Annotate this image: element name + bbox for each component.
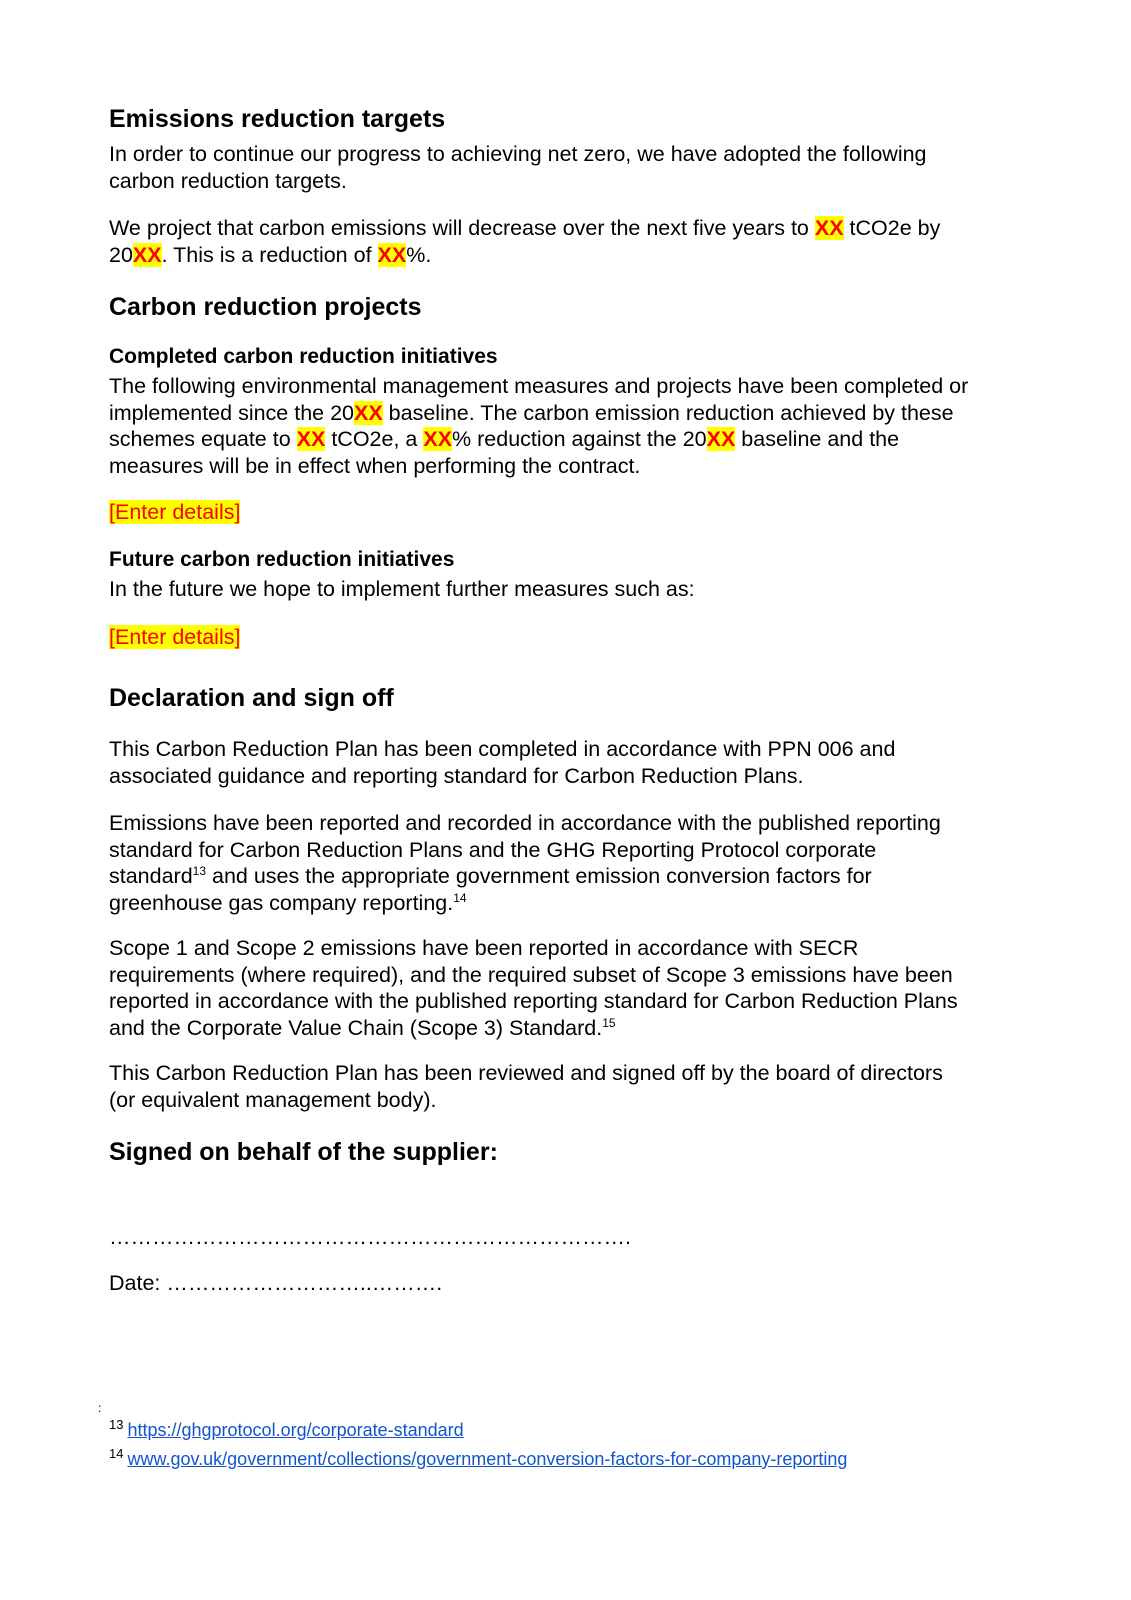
declaration-p2: Emissions have been reported and recorded in accordance with the published reporting standard for Carbon Reduction Plans and the GHG Reporting Protocol corporate standard$^{13}$ and uses the appropriate government emission conversion factors for greenhouse gas company reporting.$^{14}$ — [109, 811, 941, 915]
placeholder-highlight[interactable]: XX — [706, 427, 736, 451]
placeholder-highlight[interactable]: XX — [377, 242, 407, 267]
heading-declaration: Declaration and sign off — [109, 684, 394, 712]
footnote-link[interactable]: www.gov.uk/government/collections/government-conversion-factors-for-company-reporting — [127, 1449, 848, 1469]
placeholder-highlight[interactable]: XX — [296, 427, 326, 451]
heading-emissions-targets: Emissions reduction targets — [109, 105, 446, 133]
placeholder-highlight[interactable]: XX — [132, 242, 162, 267]
enter-details-placeholder[interactable]: [Enter details] — [109, 500, 241, 524]
targets-projection: We project that carbon emissions will decrease over the next five years to XX tCO2e by 20XX. This is a reduction of XX%. — [109, 216, 941, 267]
footnote-13 — [109, 1419, 464, 1441]
heading-carbon-projects: Carbon reduction projects — [109, 293, 422, 321]
signature-line[interactable]: ………………………………………………………………. — [109, 1225, 631, 1249]
future-initiatives-text: In the future we hope to implement further measures such as: — [109, 577, 695, 601]
footnote-ref[interactable]: 15 — [602, 1015, 616, 1030]
date-line[interactable]: Date: ………………………..………. — [109, 1271, 443, 1295]
declaration-p3: Scope 1 and Scope 2 emissions have been reported in accordance with SECR requirements (where required), and the required subset of Scope 3 emissions have been reported in accordance with the published reporting standard for Carbon Reduction Plans and the Corporate Value Chain (Scope 3) Standard.$^{15}$ — [109, 936, 958, 1040]
footnote-14 — [109, 1448, 847, 1470]
footnote-number: 13 — [109, 1417, 124, 1432]
stray-mark: : — [98, 1401, 102, 1415]
footnote-number: 14 — [109, 1446, 124, 1461]
completed-placeholder — [109, 499, 1039, 526]
footnote-link[interactable]: https://ghgprotocol.org/corporate-standard — [127, 1420, 464, 1440]
enter-details-placeholder[interactable]: [Enter details] — [109, 625, 241, 649]
placeholder-highlight[interactable]: XX — [814, 216, 844, 240]
placeholder-highlight[interactable]: XX — [423, 427, 453, 451]
future-placeholder — [109, 624, 1039, 651]
heading-future-initiatives: Future carbon reduction initiatives — [109, 548, 455, 571]
declaration-p1: This Carbon Reduction Plan has been completed in accordance with PPN 006 and associated guidance and reporting standard for Carbon Reduction Plans. — [109, 737, 896, 788]
footnote-ref[interactable]: 13 — [192, 864, 207, 878]
placeholder-highlight[interactable]: XX — [354, 400, 383, 425]
declaration-p4: This Carbon Reduction Plan has been reviewed and signed off by the board of directors (or equivalent management body). — [109, 1061, 943, 1112]
heading-completed-initiatives: Completed carbon reduction initiatives — [109, 345, 498, 368]
heading-signed-on-behalf: Signed on behalf of the supplier: — [109, 1138, 498, 1166]
footnote-ref[interactable]: 14 — [453, 890, 467, 905]
targets-intro: In order to continue our progress to achieving net zero, we have adopted the following carbon reduction targets. — [109, 142, 927, 193]
completed-initiatives-text: The following environmental management measures and projects have been completed or implemented since the 20XX baseline. The carbon emission reduction achieved by these schemes equate to XX tCO2e, a XX% reduction against the 20XX baseline and the measures will be in effect when performing the contract. — [109, 374, 969, 478]
